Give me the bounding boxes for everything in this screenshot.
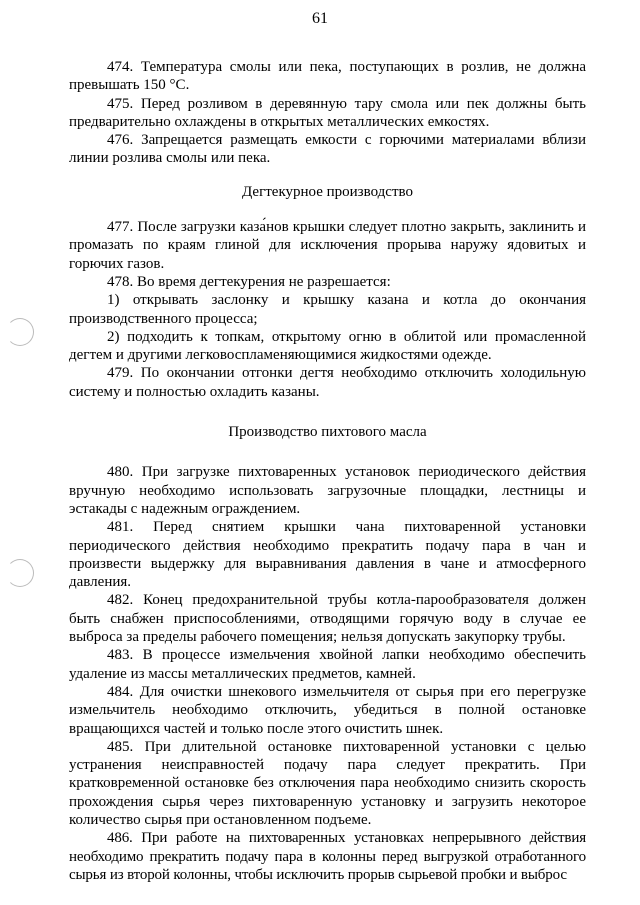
paragraph-482: 482. Конец предохранительной трубы котла-парообразователя должен быть снабжен приспособлениями, отводящими горячую воду в случае ее выброса за пределы рабочего помещения; нельзя допускать закупорку трубы. <box>69 592 586 646</box>
page-number: 61 <box>312 10 328 27</box>
paragraph-483: 483. В процессе измельчения хвойной лапки необходимо обеспечить удаление из массы металлических предметов, камней. <box>69 647 586 682</box>
punch-hole-mark <box>6 559 34 587</box>
section-heading-fir-oil-production: Производство пихтового масла <box>228 424 427 441</box>
paragraph-485: 485. При длительной остановке пихтоваренной установки с целью устранения неисправностей подачу пара следует прекратить. При кратковременной остановке без отключения пара необходимо снизить скорость прохождения сырья через пихтоваренную установку и загрузить некоторое количество сырья при остановленном подъеме. <box>69 738 586 828</box>
paragraph-481: 481. Перед снятием крышки чана пихтоваренной установки периодического действия необходимо прекратить подачу пара в чан и произвести выдержку для выравнивания давления в чане и атмосферного давления. <box>69 519 586 591</box>
paragraph-477: 477. После загрузки каза́нов крышки следует плотно закрыть, заклинить и промазать по краям глиной для исключения прорыва наружу ядовитых и горючих газов. <box>69 219 586 272</box>
paragraph-476: 476. Запрещается размещать емкости с горючими материалами вблизи линии розлива смолы или пека. <box>69 132 586 167</box>
paragraph-475: 475. Перед розливом в деревянную тару смола или пек должны быть предварительно охлаждены в открытых металлических емкостях. <box>69 95 586 130</box>
paragraph-486: 486. При работе на пихтоваренных установках непрерывного действия необходимо прекратить подачу пара в колонны перед выгрузкой отработанного сырья из второй колонны, чтобы исключить прорыв сырьевой пробки и выброс <box>69 830 586 883</box>
punch-hole-mark <box>6 318 34 346</box>
paragraph-478-item-2: 2) подходить к топкам, открытому огню в облитой или промасленной дегтем и другими легковоспламеняющимися жидкостями одежде. <box>69 328 586 364</box>
paragraph-479: 479. По окончании отгонки дегтя необходимо отключить холодильную систему и полностью охладить казаны. <box>69 365 586 400</box>
section-heading-tar-production: Дегтекурное производство <box>242 183 413 200</box>
paragraph-478-item-1: 1) открывать заслонку и крышку казана и котла до окончания производственного процесса; <box>69 292 586 327</box>
paragraph-480: 480. При загрузке пихтоваренных установок периодического действия вручную необходимо использовать загрузочные площадки, лестницы и эстакады с надежным ограждением. <box>69 464 586 517</box>
document-body <box>69 58 586 884</box>
paragraph-478: 478. Во время дегтекурения не разрешается: <box>107 273 391 290</box>
paragraph-484: 484. Для очистки шнекового измельчителя от сырья при его перегрузке измельчитель необходимо отключить, убедиться в полной остановке вращающихся частей и только после этого очистить шнек. <box>69 683 586 737</box>
paragraph-474: 474. Температура смолы или пека, поступающих в розлив, не должна превышать 150 °С. <box>69 59 586 94</box>
